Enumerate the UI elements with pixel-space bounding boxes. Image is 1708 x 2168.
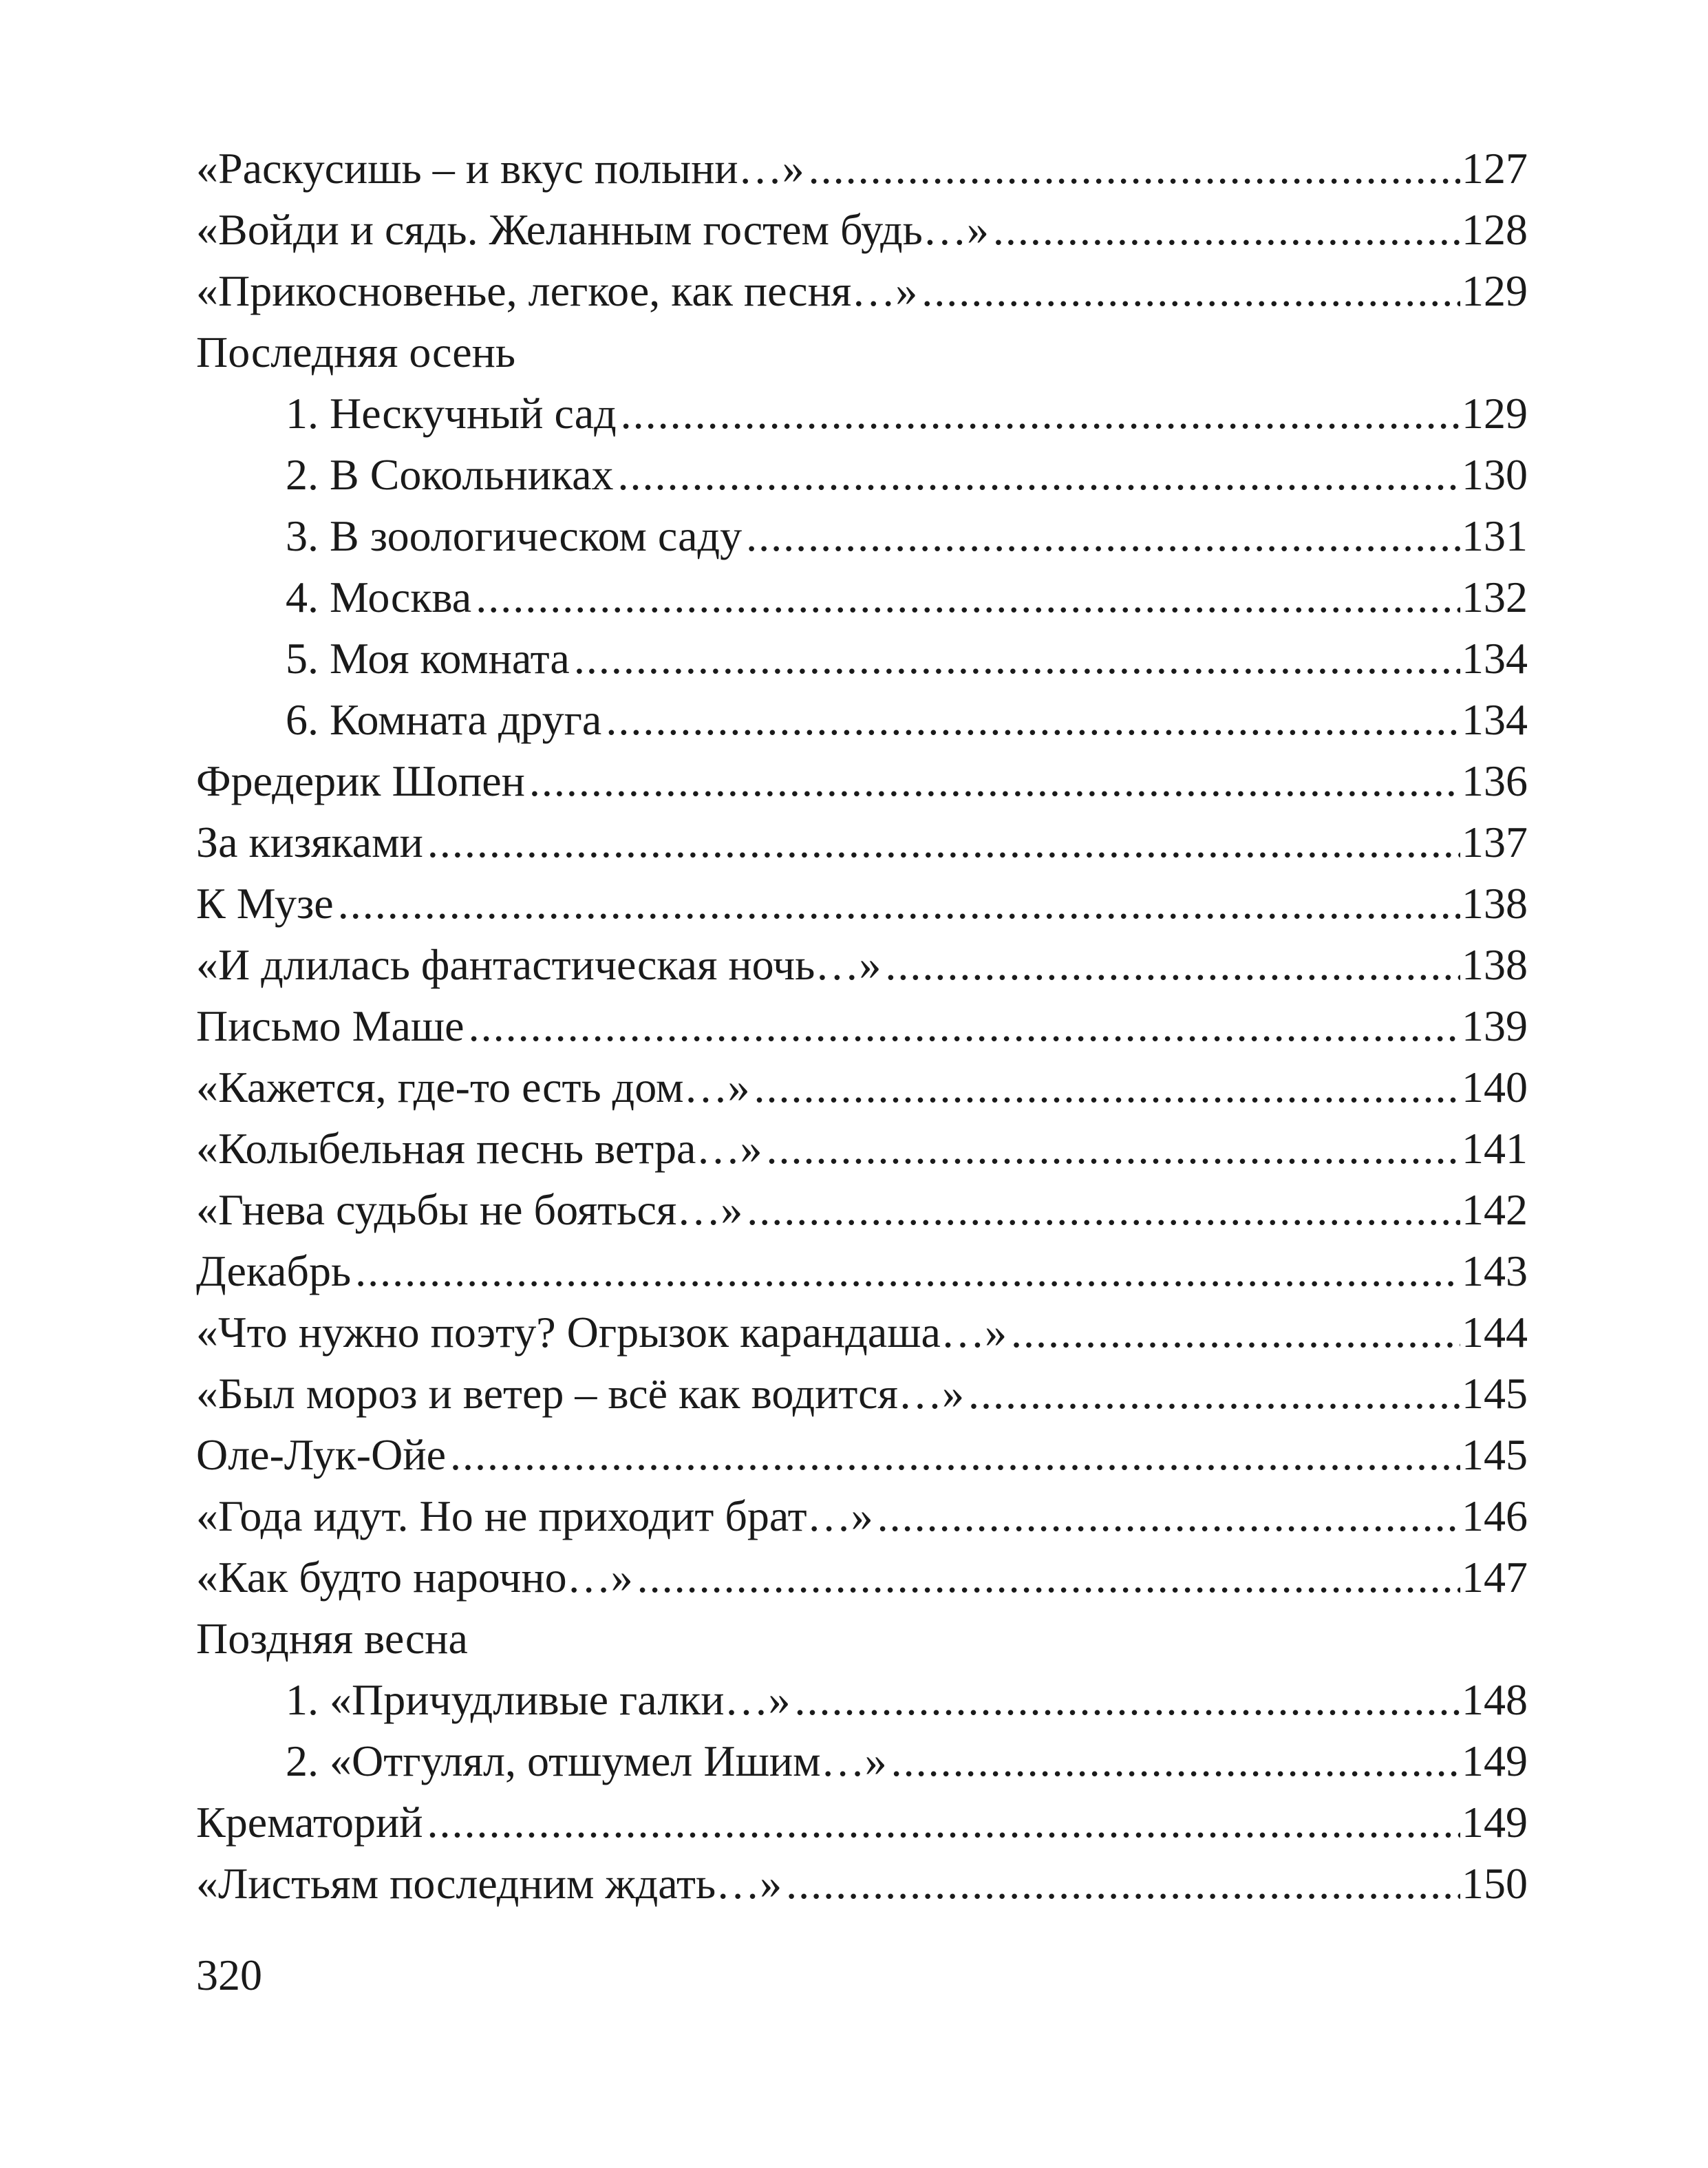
toc-entry	[196, 628, 1528, 689]
toc-entry-page: 129	[1462, 389, 1528, 438]
dot-leader	[746, 505, 1460, 566]
toc-entry-title: «Прикосновенье, легкое, как песня…»	[196, 266, 918, 315]
toc-entry	[196, 260, 1528, 321]
dot-leader	[355, 1240, 1460, 1301]
toc-entry-page: 127	[1462, 144, 1528, 193]
toc-entry	[196, 995, 1528, 1056]
toc-entry-page: 132	[1462, 573, 1528, 621]
dot-leader	[469, 995, 1460, 1056]
toc-entry-title: 1. Нескучный сад	[286, 389, 617, 438]
toc-entry-page: 145	[1462, 1369, 1528, 1418]
toc-entry	[196, 1669, 1528, 1730]
toc-entry-page: 142	[1462, 1185, 1528, 1234]
toc-entry-title: 2. В Сокольниках	[286, 450, 614, 499]
toc-entry	[196, 1363, 1528, 1424]
toc-entry-page: 143	[1462, 1246, 1528, 1295]
toc-entry-title: «Что нужно поэту? Огрызок карандаша…»	[196, 1308, 1007, 1357]
toc-entry	[196, 1056, 1528, 1118]
toc-entry-title: «Войди и сядь. Желанным гостем будь…»	[196, 205, 989, 254]
toc-entry-title: Последняя осень	[196, 328, 516, 376]
dot-leader	[618, 444, 1460, 505]
toc-entry-page: 137	[1462, 818, 1528, 867]
dot-leader	[427, 1792, 1460, 1853]
toc-entry-page: 128	[1462, 205, 1528, 254]
toc-entry	[196, 383, 1528, 444]
dot-leader	[921, 260, 1460, 321]
toc-entry-title: «И длилась фантастическая ночь…»	[196, 940, 882, 989]
dot-leader	[754, 1056, 1461, 1118]
dot-leader	[338, 873, 1460, 934]
toc-entry	[196, 1240, 1528, 1301]
toc-entry-page: 131	[1462, 511, 1528, 560]
toc-entry	[196, 934, 1528, 995]
toc-entry-page: 134	[1462, 634, 1528, 683]
dot-leader	[476, 566, 1460, 628]
toc-entry	[196, 1853, 1528, 1914]
toc-entry-title: 3. В зоологическом саду	[286, 511, 743, 560]
toc-entry-title: 2. «Отгулял, отшумел Ишим…»	[286, 1736, 887, 1785]
toc-entry-page: 139	[1462, 1001, 1528, 1050]
toc-entry	[196, 1179, 1528, 1240]
toc-entry-title: «Года идут. Но не приходит брат…»	[196, 1491, 873, 1540]
dot-leader	[450, 1424, 1460, 1485]
dot-leader	[766, 1118, 1460, 1179]
toc-entry-page: 144	[1462, 1308, 1528, 1357]
toc-entry-page: 130	[1462, 450, 1528, 499]
toc-section-heading	[196, 1608, 1528, 1669]
table-of-contents	[196, 138, 1528, 1914]
toc-entry-page: 138	[1462, 940, 1528, 989]
toc-entry	[196, 138, 1528, 199]
toc-entry	[196, 689, 1528, 750]
dot-leader	[877, 1485, 1460, 1547]
toc-entry-title: «Был мороз и ветер – всё как водится…»	[196, 1369, 964, 1418]
dot-leader	[809, 138, 1460, 199]
toc-entry	[196, 750, 1528, 811]
toc-entry	[196, 1424, 1528, 1485]
page-number: 320	[196, 1951, 262, 1999]
dot-leader	[606, 689, 1460, 750]
toc-entry-title: «Кажется, где-то есть дом…»	[196, 1063, 750, 1112]
toc-entry-title: Фредерик Шопен	[196, 756, 525, 805]
toc-entry-title: 1. «Причудливые галки…»	[286, 1675, 791, 1724]
toc-entry	[196, 444, 1528, 505]
toc-entry-page: 134	[1462, 695, 1528, 744]
dot-leader	[574, 628, 1460, 689]
toc-entry-page: 141	[1462, 1124, 1528, 1173]
toc-entry-title: Письмо Маше	[196, 1001, 465, 1050]
toc-entry	[196, 505, 1528, 566]
dot-leader	[427, 811, 1460, 873]
toc-entry	[196, 1301, 1528, 1363]
dot-leader	[993, 199, 1460, 260]
dot-leader	[885, 934, 1460, 995]
toc-entry-page: 146	[1462, 1491, 1528, 1540]
dot-leader	[786, 1853, 1460, 1914]
toc-entry-page: 129	[1462, 266, 1528, 315]
toc-entry-page: 136	[1462, 756, 1528, 805]
toc-entry-page: 150	[1462, 1859, 1528, 1908]
toc-entry-page: 140	[1462, 1063, 1528, 1112]
toc-entry	[196, 1118, 1528, 1179]
dot-leader	[621, 383, 1460, 444]
dot-leader	[1011, 1301, 1460, 1363]
toc-entry-title: Оле-Лук-Ойе	[196, 1430, 446, 1479]
dot-leader	[529, 750, 1460, 811]
toc-entry-title: «Колыбельная песнь ветра…»	[196, 1124, 762, 1173]
toc-entry-title: «Раскусишь – и вкус полыни…»	[196, 144, 804, 193]
toc-entry-title: «Как будто нарочно…»	[196, 1553, 633, 1602]
toc-entry-title: 6. Комната друга	[286, 695, 602, 744]
toc-entry-title: За кизяками	[196, 818, 423, 867]
toc-entry-title: 4. Москва	[286, 573, 472, 621]
toc-entry-page: 148	[1462, 1675, 1528, 1724]
toc-entry	[196, 1792, 1528, 1853]
toc-entry-page: 138	[1462, 879, 1528, 928]
toc-entry	[196, 566, 1528, 628]
dot-leader	[968, 1363, 1460, 1424]
toc-entry-title: «Листьям последним ждать…»	[196, 1859, 782, 1908]
toc-entry-title: Крематорий	[196, 1798, 423, 1847]
toc-entry	[196, 1485, 1528, 1547]
dot-leader	[637, 1547, 1460, 1608]
toc-section-heading	[196, 321, 1528, 383]
dot-leader	[891, 1730, 1460, 1792]
toc-entry-page: 147	[1462, 1553, 1528, 1602]
toc-entry	[196, 199, 1528, 260]
toc-entry-title: 5. Моя комната	[286, 634, 570, 683]
toc-entry	[196, 1547, 1528, 1608]
toc-entry	[196, 811, 1528, 873]
toc-entry	[196, 1730, 1528, 1792]
toc-entry	[196, 873, 1528, 934]
toc-entry-title: Декабрь	[196, 1246, 352, 1295]
toc-entry-page: 149	[1462, 1736, 1528, 1785]
toc-entry-page: 145	[1462, 1430, 1528, 1479]
dot-leader	[747, 1179, 1460, 1240]
toc-entry-title: «Гнева судьбы не бояться…»	[196, 1185, 743, 1234]
toc-entry-title: Поздняя весна	[196, 1614, 468, 1663]
dot-leader	[795, 1669, 1461, 1730]
toc-entry-title: К Музе	[196, 879, 334, 928]
toc-entry-page: 149	[1462, 1798, 1528, 1847]
